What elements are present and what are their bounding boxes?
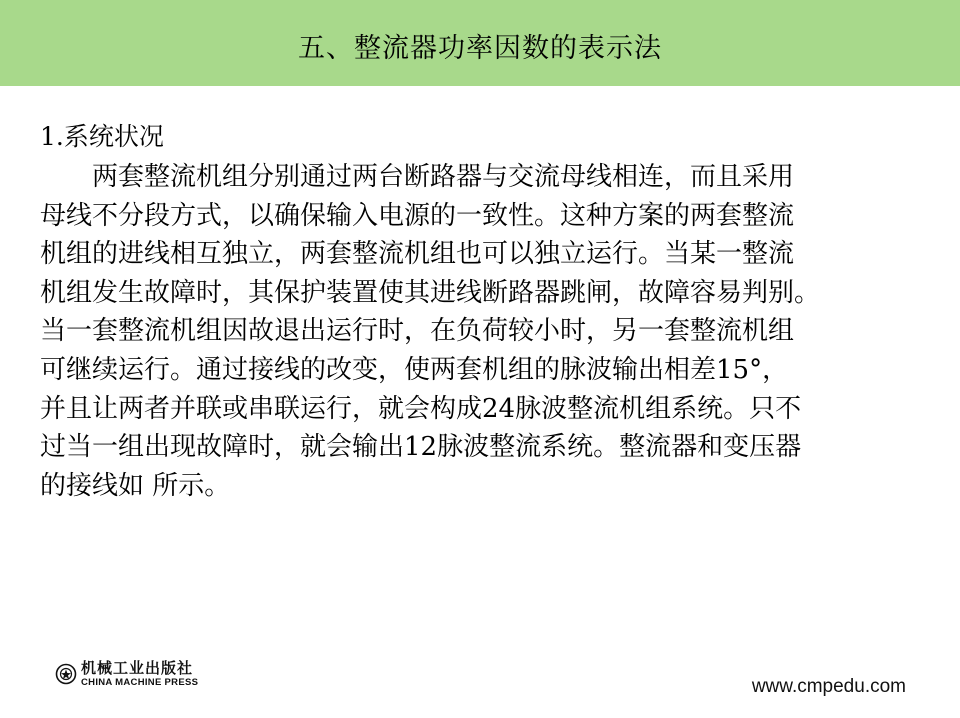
slide-title: 五、整流器功率因数的表示法 [298, 32, 662, 64]
paragraph-line: 过当一组出现故障时，就会输出12脉波整流系统。整流器和变压器 [40, 432, 802, 463]
paragraph-line: 机组发生故障时，其保护装置使其进线断路器跳闸，故障容易判别。 [40, 277, 821, 308]
publisher-name-en: CHINA MACHINE PRESS [81, 677, 199, 688]
publisher-branding [55, 661, 198, 688]
paragraph-line: 两套整流机组分别通过两台断路器与交流母线相连，而且采用 [92, 162, 795, 192]
slide-body [40, 118, 920, 505]
publisher-logo-icon [55, 663, 77, 685]
paragraph-line: 母线不分段方式，以确保输入电源的一致性。这种方案的两套整流 [40, 200, 795, 231]
paragraph-line: 的接线如 所示。 [40, 470, 231, 501]
publisher-name-cn: 机械工业出版社 [81, 659, 194, 677]
paragraph-line: 机组的进线相互独立，两套整流机组也可以独立运行。当某一整流 [40, 239, 795, 270]
paragraph-line: 当一套整流机组因故退出运行时，在负荷较小时，另一套整流机组 [40, 316, 795, 347]
paragraph-line: 可继续运行。通过接线的改变，使两套机组的脉波输出相差15°， [40, 354, 789, 385]
title-bar [0, 0, 960, 86]
publisher-text [81, 661, 198, 688]
paragraph-line: 并且让两者并联或串联运行，就会构成24脉波整流机组系统。只不 [40, 393, 802, 424]
section-heading: 1.系统状况 [40, 122, 164, 151]
website-url: www.cmpedu.com [751, 676, 906, 697]
